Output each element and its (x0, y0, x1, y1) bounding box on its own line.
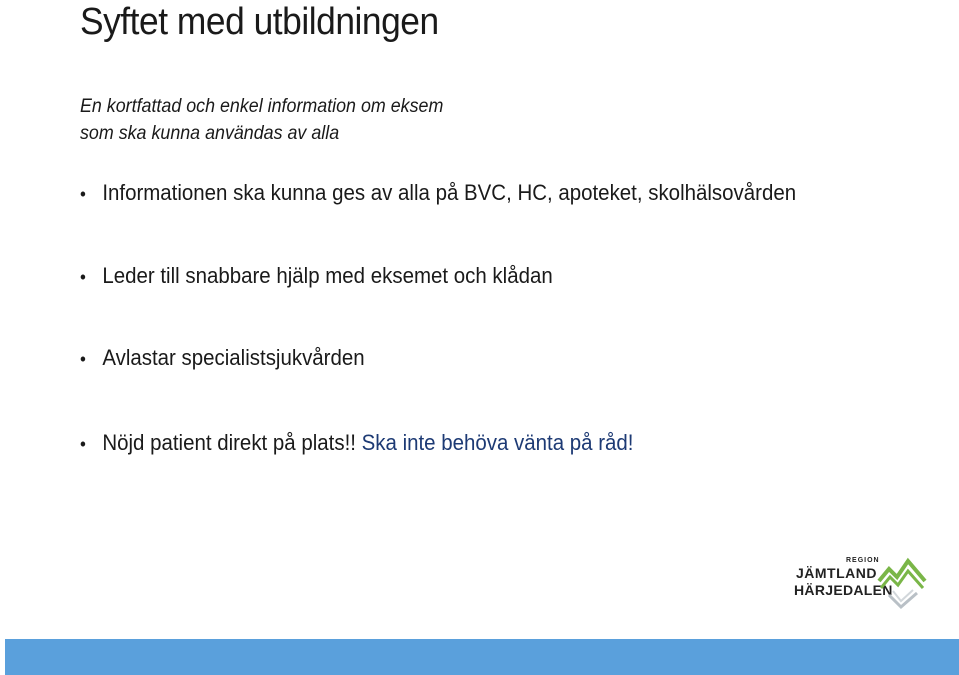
region-logo (793, 553, 933, 613)
bullet-icon: • (80, 267, 86, 287)
footer-bar (5, 639, 959, 675)
bullet-icon: • (80, 184, 86, 204)
bullet-text: Leder till snabbare hjälp med eksemet och klådan (102, 263, 553, 288)
bullet-item-2 (80, 262, 553, 291)
bullet-icon: • (80, 434, 86, 454)
bullet-text: Avlastar specialistsjukvården (102, 345, 365, 370)
slide-title: Syftet med utbildningen (80, 1, 439, 43)
bullet-item-1 (80, 179, 796, 208)
intro-line-1: En kortfattad och enkel information om eksem (80, 96, 444, 117)
mountains-logo-icon (877, 555, 929, 611)
logo-line-1: JÄMTLAND (796, 565, 877, 581)
bullet-text: Nöjd patient direkt på plats!! (102, 430, 356, 455)
bullet-text: Informationen ska kunna ges av alla på BVC, HC, apoteket, skolhälsovården (102, 180, 797, 205)
bullet-item-4 (80, 429, 633, 458)
logo-line-2: HÄRJEDALEN (794, 582, 893, 598)
bullet-icon: • (80, 349, 86, 369)
logo-region-label: REGION (846, 557, 880, 564)
bullet-item-3 (80, 344, 365, 373)
intro-text (80, 93, 443, 147)
bullet-text-highlight: Ska inte behöva vänta på råd! (355, 430, 634, 455)
intro-line-2: som ska kunna användas av alla (80, 123, 340, 144)
